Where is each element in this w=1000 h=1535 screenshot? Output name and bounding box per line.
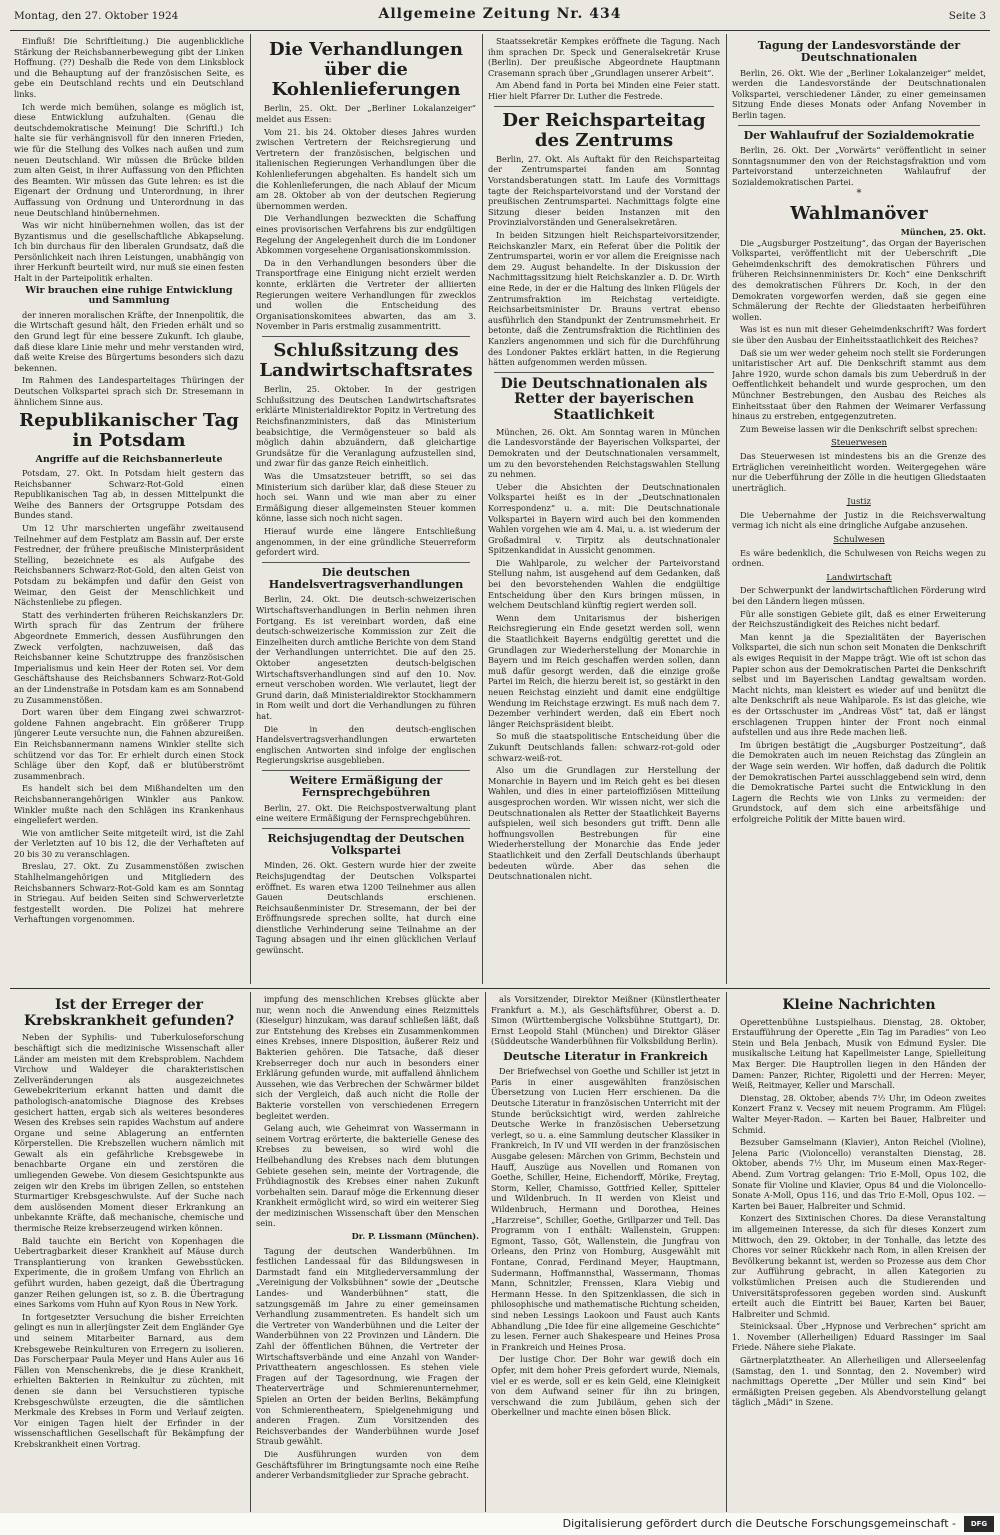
column-2 — [256, 36, 476, 984]
column-4 — [732, 36, 986, 984]
article-separator — [494, 106, 714, 107]
article-text: Einfluß! Die Schriftleitung.) Die augenblickliche Stärkung der Reichsbannerbewegung gibt der Linken Hoffnung. (??) Deshalb die Rede von dem Linksblock und die Behauptung auf der französischen Seite, es gebe ein Deutschland rechts und ein Deutschland links. — [14, 36, 244, 99]
article-separator — [262, 828, 470, 829]
article-text: Also um die Grundlagen zur Herstellung der Monarchie in Bayern und im Reich geht es bei diesen Wahlen, und dies in einer parteioffiziösen Mitteilung ausgesprochen worden. Wir wissen nicht, wer sich die Deutschnationalen als Retter der Staatlichkeit Bayerns aufspielen, weil sich besonders gut trifft. Denn alle hoffnungsvollen Bestrebungen für eine Wiederherstellung der Monarchie das Ende jeder Staatlichkeit und den Zerfall Deutschlands überhaupt bedeuten würde. Aber das sehen die Deutschnationalen nicht. — [488, 765, 720, 882]
headline-landwirtschaftsrat: Schlußsitzung des Landwirtschaftsrates — [259, 339, 473, 382]
headline-handelsvertrag: Die deutschen Handelsvertragsverhandlungen — [268, 565, 464, 592]
headline-kleine-nachrichten: Kleine Nachrichten — [782, 997, 936, 1013]
article-text: In fortgesetzter Versuchung die bisher Erreichten gelingt es nun in allerjüngster Zeit dem Engländer Gye und seinem Mitarbeiter Barnard, aus dem Krebsgewebe Reinkulturen von Erregern zu isolieren. Das Forscherpaar Paula Meyer und Hans Auler aus 16 Fällen von Menschenkrebs, die je diese Krankheit, erhielten Bakterien in Reinkultur zu züchten, mit denen sie dann bei Versuchstieren typische Krebsgeschwülste erzeugten, die die sämtlichen Merkmale des Krebses in Form und Verlauf zeigten. Vor einigen Tagen hielt der Erfinder in der wissenschaftlichen Gesellschaft für Bekämpfung der Krebskrankheit einen Vortrag. — [14, 1311, 244, 1449]
section-divider — [10, 988, 990, 989]
newspaper-masthead: Allgemeine Zeitung Nr. 434 — [378, 6, 622, 22]
page-number: Seite 3 — [948, 10, 986, 22]
article-text: Gärtnerplatztheater. An Allerheiligen und Allerseelenfag (Samstag, den 1. und Sonntag, den 2. November) wird nachmittags Operette „Der Müller und sein Kind“ bei ermäßigten Preisen gegeben. Als Abendvorstellung gelangt täglich „Mädi“ in Szene. — [732, 1355, 986, 1408]
article-text: Steinicksaal. Über „Hypnose und Verbrechen“ spricht am 1. November (Allerheiligen) Eduard Rassinger im Saal Friede. Nähere siehe Plakate. — [732, 1321, 986, 1353]
article-text: Berlin, 26. Okt. Der „Vorwärts“ veröffentlicht in seiner Sonntagsnummer den von der Reichstagsfraktion und vom Parteivorstand unterzeichneten Wahlaufruf der Sozialdemokratischen Partei. — [732, 144, 986, 187]
article-text: Konzert des Sixtinischen Chores. Da diese Veranstaltung im allgemeinen Interesse, da sich für dieses Konzert zum Mittwoch, den 29. Oktober, in der Tonhalle, das letzte des Chores vor seiner Rückkehr nach Rom, in allen Kreisen der Bevölkerung bekannt ist, werden so Prozesse aus dem Chor zur Aufführung gebracht, in allen Kategorien zu volkstümlichen Preisen auch die Studierenden und Universitätsprofessoren gegeben worden sind. Auskunft erteilt auch die Eintritt bei Bauer, Karten bei Bauer, Halbreiter und Schmid. — [732, 1213, 986, 1319]
article-text: impfung des menschlichen Krebses glückte aber nur, wenn noch die Anwendung eines Reizmittels (Kieselgur) hinzukam, was darauf schließen läßt, daß zur Entstehung des Krebses ein Zusammenkommen eines Krebses, innere Disposition, äußerer Reiz und Bakterien gehören. Die Tatsache, daß dieser Krebserreger doch nur auch in besonders einer Erklärung gefunden wurde, mit auffallend ähnlichem Aussehen, wie das Verbrechen der Schwärmer bildet sich der Vergleich, daß auch nicht die Rolle der Bakterie vorstellen von verschiedenen Erregern begleitet werden. — [256, 994, 479, 1121]
header-date: Montag, den 27. Oktober 1924 — [14, 10, 179, 22]
article-text: Bezsuber Gamselmann (Klavier), Anton Reichel (Violine), Jelena Paric (Violoncello) veranstalten Dienstag, 28. Oktober, abends 7½ Uhr, im Museum einen Max-Reger-Abend. Zum Vortrag gelangen: Trio E-Moll, Opus 102, die Sonate für Violine und Klavier, Opus 84 und die Violoncello-Sonate A-Moll, Opus 116, und das Trio E-Moll, Opus 102. — Karten bei Bauer, Halbreiter und Schmid. — [732, 1137, 986, 1211]
dfg-logo: DFG — [964, 1516, 994, 1532]
digitization-footer — [0, 1513, 1000, 1535]
footer-text: Digitalisierung gefördert durch die Deutsche Forschungsgemeinschaft - — [562, 1517, 956, 1530]
article-text: Wenn dem Unitarismus der bisherigen Reichsregierung ein Ende gesetzt werden soll, wenn die Staatlichkeit Bayerns endgültig gerettet und die Grundlagen zur Wiederherstellung der Monarchie in Bayern und im Reich geschaffen werden sollen, dann muß dafür gesorgt werden, daß die einzige große Partei im Reich, die hierzu bereit ist, so gestärkt in den neuen Reichstag einzieht und damit eine endgültige Wendung im Reichstage erzwingt. Es muß nach dem 7. Dezember verhindert werden, daß ein Ebert noch länger Reichspräsident bleibt. — [488, 612, 720, 729]
article-text: Das Steuerwesen ist mindestens bis an die Grenze des Erträglichen vereinheitlicht worden. Weitergegehen wäre nur die Ueberführung der Zölle in die heutigen Gliedstaaten unerträglich. — [732, 450, 986, 493]
article-text: Im übrigen bestätigt die „Augsburger Postzeitung“, daß die Demokraten auch im neuen Reichstag das Zünglein an der Wage sein werden. Wir hoffen, daß dadurch die Politik der Demokratischen Partei ausschlaggebend sein wird, denn die Demokratische Partei sucht die Entwicklung in den Lagern die Rechts wie von Links zu vermeiden: der Grundstock, auf dem sich eine arbeitsfähige und erfolgreiche Politik der Mitte bauen wird. — [732, 739, 986, 824]
article-text: So muß die staatspolitische Entscheidung über die Zukunft Deutschlands fallen: schwarz-rot-gold oder schwarz-weiß-rot. — [488, 731, 720, 763]
article-text: Potsdam, 27. Okt. In Potsdam hielt gestern das Reichsbanner Schwarz-Rot-Gold einen Republikanischen Tag ab, in dessen Mittelpunkt die Weihe des Banners der Ortsgruppe Potsdam des Bundes stand. — [14, 468, 244, 521]
article-text: Der lustige Chor. Der Bohr war gewiß doch ein Opfer, mit dem hoher Preis gefordert wurde, Niemals, viel er es werde, soll er es kein Geld, eine Kleinigkeit von dem Aufwand seiner für ihn zu bringen, verschwand die zum Jubiläum, gehen sich der Oberkellner und machte einen bösen Blick. — [491, 1354, 720, 1418]
article-text: Berlin, 27. Okt. Die Reichspostverwaltung plant eine weitere Ermäßigung der Fernsprechgebühren. — [256, 802, 476, 824]
article-text: Berlin, 27. Okt. Als Auftakt für den Reichsparteitag der Zentrumspartei fanden am Sonntag Vorstandsberatungen statt. Im Laufe des Vormittags tagte der Reichsparteivorstand und der Vorstand der preußischen Zentrumspartei. Nachmittags folgte eine Sitzung dieser beiden Instanzen mit den Provinzialvorständen und Generalsekretären. — [488, 153, 720, 228]
column-7 — [491, 994, 720, 1510]
page-header — [14, 6, 986, 28]
article-separator — [262, 562, 470, 563]
article-text: Die in den deutsch-englischen Handelsvertragsverhandlungen erwarteten englischen Antworten sind infolge der englischen Regierungskrise ausgeblieben. — [256, 723, 476, 766]
article-separator — [262, 336, 470, 337]
article-text: Die Uebernahme der Justiz in die Reichsverwaltung vermag ich nicht als eine dringliche Aufgabe anzusehen. — [732, 509, 986, 531]
article-text: Der Schwerpunkt der landwirtschaftlichen Förderung wird bei den Ländern liegen müssen. — [732, 585, 986, 607]
article-text: Minden, 26. Okt. Gestern wurde hier der zweite Reichsjugendtag der Deutschen Volkspartei eröffnet. Es waren etwa 1200 Teilnehmer aus allen Gauen Deutschlands erschienen. Reichsaußenminister Dr. Stresemann, der bei der Eröffnungsrede sprechen sollte, hat durch eine dienstliche Verhinderung seine Teilnahme an der Tagung absagen und ihr einen glücklichen Verlauf gewünscht. — [256, 860, 476, 956]
headline-krebskrankheit: Ist der Erreger der Krebskrankheit gefunden? — [23, 997, 235, 1029]
headline-deutsche-literatur: Deutsche Literatur in Frankreich — [503, 1049, 708, 1063]
headline-deutschnationalen: Die Deutschnationalen als Retter der bayerischen Staatlichkeit — [500, 375, 708, 424]
article-text: Ueber die Absichten der Deutschnationalen Volkspartei heißt es in der „Deutschnationalen Korrespondenz“ u. a. mit: Die Deutschnationale Volkspartei in Bayern wird auch bei den kommenden Wahlen vorgehen wie am 4. Mai, u. a. ist wiederum der Großadmiral v. Tirpitz als deutschnationaler Spitzenkandidat in Aussicht genommen. — [488, 481, 720, 556]
article-text: Um 12 Uhr marschierten ungefähr zweitausend Teilnehmer auf dem Festplatz am Bassin auf. Der erste Festredner, der frühere preußische Ministerpräsident Stelling, bezeichnete es als Aufgabe des Reichsbanners Schwarz-Rot-Gold, den alten Geist von Potsdam zu bekämpfen und dafür den Geist von Weimar, den Geist der Menschlichkeit und Nächstenliebe zu pflegen. — [14, 523, 244, 608]
subheading: Wir brauchen eine ruhige Entwicklung und Sammlung — [25, 284, 233, 307]
column-rule — [726, 992, 727, 1512]
column-rule — [482, 34, 483, 984]
article-text: München, 26. Okt. Am Sonntag waren in München die Landesvorstände der Bayerischen Volkspartei, der Demokraten und der Deutschnationalen versammelt, um zu den bevorstehenden Reichstagswahlen Stellung zu nehmen. — [488, 426, 720, 480]
article-text: Es handelt sich bei dem Mißhandelten um den Reichsbannerangehörigen Winkler aus Pankow. Winkler mußte nach den Schlägen ins Krankenhaus eingeliefert werden. — [14, 783, 244, 826]
article-text: Ich werde mich bemühen, solange es möglich ist, diese Entwicklung aufzuhalten. (Genau die deutschdemokratische Meinung! Die Schriftl.) Ich halte sie für verhängnisvoll für den inneren Frieden, wie für die Stellung des Volkes nach außen und zum neuen Deutschland. Wir müssen die Brücke bilden zum alten Geist, in ihrer Auffassung von den Pflichten des Beamten. Wir müssen das Gute lehren: es ist die Eigenart der Ordnung und Unterordnung, in ihrer Auffassung von Ordnung und Unterordnung in das neue Deutschland hinübernehmen. — [14, 101, 244, 218]
article-text: Neben der Syphilis- und Tuberkuloseforschung beschäftigt sich die medizinische Wissenschaft aller Länder am meisten mit dem Krebsproblem. Nachdem Virchow und Waldeyer die charakteristischen Zellveränderungen als ausgezeichnetes Gewebekriterium erkannt hatten und damit die pathologisch-anatomische Diagnose des Krebses gesichert hatten, ergab sich als weiteres besonderes Wesen des Krebses sein rapides Wachstum auf andere Organe und seine Ablagerung an entfernten Körperstellen. Die Krebszellen wuchern nämlich mit Gewalt als ein gefährliche Krebsgewebe in benachbarte Organe ein und zerstören die umliegenden Gewebe. Von diesem Gesichtspunkte aus zeigen wir den Krebs im übrigen Zellen, so entstehen Sturmartiger Krebsgeschwulste. Auf der Suche nach dem auslösenden Moment dieser Erkrankung an unbekannte Kräfte, daß mechanische, chemische und thermische Reize krebserzeugend wirken können. — [14, 1032, 244, 1234]
section-label: Schulwesen — [833, 535, 885, 546]
article-text: Was ist es nun mit dieser Geheimdenkschrift? Was fordert sie über den Ausbau der Einheitsstaatlichkeit des Reiches? — [732, 324, 986, 345]
article-text: Hierauf wurde eine längere Entschließung angenommen, in der eine gründliche Steuerreform gefordert wird. — [256, 525, 476, 558]
dateline: München, 25. Okt. — [900, 227, 986, 238]
headline-republikanischer-tag: Republikanischer Tag in Potsdam — [19, 410, 239, 452]
section-label: Justiz — [847, 497, 871, 508]
headline-reichsjugendtag: Reichsjugendtag der Deutschen Volkspartei — [267, 831, 465, 857]
article-text: Zum Beweise lassen wir die Denkschrift selbst sprechen: — [740, 423, 978, 434]
article-text: Berlin, 25. Okt. Der „Berliner Lokalanzeiger“ meldet aus Essen: — [256, 103, 476, 125]
headline-wahlmanoever: Wahlmanöver — [790, 202, 928, 224]
subheading: Angriffe auf die Reichsbannerleute — [35, 453, 223, 465]
column-3 — [488, 36, 720, 984]
article-separator — [738, 125, 980, 126]
article-text: der inneren moralischen Kräfte, der Innenpolitik, die die Wirtschaft gesund hält, den Frieden erhält und so den Grund legt für eine bessere Zukunft. Ich glaube, daß diese klare Linie mehr und mehr verstanden wird, daß weite Kreise des Bürgertums besonders sich dazu bekennen. — [14, 309, 244, 373]
column-1 — [14, 36, 244, 984]
article-text: als Vorsitzender, Direktor Meißner (Künstlertheater Frankfurt a. M.), als Geschäftsführer, Oberst a. D. Simon (Württembergische Volksbühne Stuttgart), Dr. Ernst Leopold Stahl (München) und Direktor Gläser (Süddeutsche Wanderbühnen für Volksbildung Berlin). — [491, 994, 720, 1047]
article-text: Die Wahlparole, zu welcher der Parteivorstand Stellung nahm, ist ausgehend auf dem Gedanken, daß bei den bevorstehenden Wahlen die endgültige Entscheidung über den Kurs bringen müssen, in welchem Deutschland künftig regiert werden soll. — [488, 557, 720, 611]
article-text: Man kennt ja die Spezialitäten der Bayerischen Volkspartei, die sich nun schon seit Monaten die Denkschrift als ewiges Requisit in der Mappe trägt. Wie oft ist schon das Papier schon aus der Demokratischen Partei die Denkschrift selbst und im Bayerischen Landtag gewaltsam worden. Macht nichts, man kleistert es wieder auf und benützt die alte Denkschrift als neue Wahlparole. Es ist das gleiche, wie es der Ortsschuster im „Andreas Vöst“ tat, daß er längst erschlagenen Truppen hinter der Front noch einmal aufstellen und aus ihre Rede machen ließ. — [732, 631, 986, 738]
article-text: In beiden Sitzungen hielt Reichsparteivorsitzender, Reichskanzler Marx, ein Referat über die Politik der Zentrumspartei, worin er vor allem die Ereignisse nach dem 29. August behandelte. In der Diskussion der Nachmittagssitzung hielt Reichskanzler a. D. Dr. Wirth eine Rede, in der er die Haltung des linken Flügels der Zentrumsfraktion im Reichstag verteidigte. Reichsarbeitsminister Dr. Brauns vertrat ebenso ausführlich den Standpunkt der Zentrumsmehrheit. Er betonte, daß die Zentrumsfraktion die Richtlinien des Kanzlers angenommen und sich für die Durchführung des Londoner Paktes erklärt hatten, in die Regierung hätten aufgenommen werden müssen. — [488, 230, 720, 368]
section-label: Landwirtschaft — [826, 572, 892, 583]
article-text: Was die Umsatzsteuer betrifft, so sei das Ministerium sich darüber klar, daß diese Steuer zu hoch sei. Wann und wie man aber zu einer Ermäßigung dieser allgemeinsten Steuer kommen könne, lasse sich noch nicht sagen. — [256, 471, 476, 524]
article-text: Es wäre bedenklich, die Schulwesen von Reichs wegen zu ordnen. — [732, 547, 986, 569]
article-text: Breslau, 27. Okt. Zu Zusammenstößen zwischen Stahlhelmangehörigen und Mitgliedern des Reichsbanners Schwarz-Rot-Gold kam es am Sonntag in Striegau. Auf beiden Seiten sind Schwerverletzte festgestellt worden. Die Polizei hat mehrere Verhaftungen vorgenommen. — [14, 861, 244, 925]
article-text: Die Ausführungen wurden von dem Geschäftsführer im Bringtungsamte noch eine Reihe anderer Verbandsmitglieder zur Sprache gebracht. — [256, 1448, 479, 1481]
article-text: Operettenbühne Lustspielhaus. Dienstag, 28. Oktober, Erstaufführung der Operette „Ein Tag im Paradies“ von Leo Stein und Bela Jenbach, Musik von Edmund Eysler. Die musikalische Leitung hat Kapellmeister Lange, Spielleitung Max Berger. Die Hauptrollen liegen in den Händen der Damen: Panzer, Richter, Rigoletti und der Herren: Meyer, Weiß, Reitmayer, Keller und Marschall. — [732, 1016, 986, 1091]
headline-reichsparteitag: Der Reichsparteitag des Zentrums — [502, 109, 706, 151]
article-text: Für alle sonstigen Gebiete gilt, daß es einer Erweiterung der Reichszuständigkeit des Reiches nicht bedarf. — [732, 608, 986, 630]
article-text: Gelang auch, wie Geheimrat von Wassermann in seinem Vortrag erörterte, die bakterielle Genese des Krebses zu beweisen, so wird wohl die Heilbehandlung des Krebses nach dem blutungen Gebiete gesehen sein, meinte der Vortragende, die Frühdiagnostik des Krebses einer nahen Zukunft vorbehalten sein. Darauf möge die Erkennung dieser Krankheit ermöglicht wird, so wird ein weiterer Sieg der medizinischen Wissenschaft über den Menschen sein. — [256, 1123, 479, 1229]
article-text: Dienstag, 28. Oktober, abends 7½ Uhr, im Odeon zweites Konzert Franz v. Vecsey mit neuem Programm. Am Flügel: Walter Meyer-Radon. — Karten bei Bauer, Halbreiter und Schmid. — [732, 1092, 986, 1135]
column-rule — [485, 992, 486, 1512]
article-text: Statt des verhinderten früheren Reichskanzlers Dr. Wirth sprach für das Zentrum der frühere Abgeordnete Emmerich, dessen Ausführungen den Zweck verfolgten, nachzuweisen, daß das Reichsbanner keine Schutztruppe des französischen Imperialismus und kein Heer der Roten sei. Vor dem Geschäftshause des Reichsbanners Schwarz-Rot-Gold an der Lindenstraße in Potsdam kam es am Sonnabend zu Zusammenstößen. — [14, 609, 244, 705]
article-text: Die Verhandlungen bezweckten die Schaffung eines provisorischen Verfahrens bis zur endgültigen Regelung der Angelegenheit durch die im Londoner Abkommen vorgesehene Organisationskommission. — [256, 213, 476, 256]
article-text: Da in den Verhandlungen besonders über die Transportfrage eine Einigung nicht erzielt werden konnte, erklärten die Vertreter der alliierten Regierungen weitere Verhandlungen für zwecklos und wollen die Entscheidung des Organisationskomitees abwarten, das am 3. November in Paris erstmalig zusammentritt. — [256, 257, 476, 332]
header-rule — [10, 30, 990, 31]
article-text: Berlin, 24. Okt. Die deutsch-schweizerischen Wirtschaftsverhandlungen in Berlin nehmen ihren Fortgang. Es ist vereinbart worden, daß eine deutsch-schweizerische Kommission zur Zeit die Einzelheiten durch amtliche Berichte von dem Stand der Verhandlungen unterrichtet. Die auf den 25. Oktober angesetzten deutsch-belgischen Wirtschaftsverhandlungen sind auf den 10. Nov. erneut verschoben worden. Wie verlautet, liegt der Grund darin, daß Ministerialdirektor Stockhammern in Rom weilt und dort die Verhandlungen zu führen hat. — [256, 594, 476, 721]
article-text: Die „Augsburger Postzeitung“, das Organ der Bayerischen Volkspartei, veröffentlicht mit der Ueberschrift „Die Geheimdenkschrift des demokratischen Führers und früheren Reichsinnenministers Dr. Koch“ eine Denkschrift des demokratischen Führers Dr. Koch, in der den Demokraten vorgeworfen werden, daß sie gegen eine Schmälerung der Rechte der Gliedstaaten herbeiführen wollen. — [732, 237, 986, 322]
column-rule — [250, 992, 251, 1512]
article-text: Im Rahmen des Landesparteitages Thüringen der Deutschen Volkspartei sprach sich Dr. Stresemann in ähnlichem Sinne aus. — [14, 375, 244, 407]
article-text: Bald tauchte ein Bericht von Kopenhagen die Uebertragbarkeit dieser Krankheit auf Mäuse durch Transplantierung von kranken Gewebsstücken. Experimente, die in großem Umfang von Ehrlich an geführt wurden, haben gezeigt, daß die Übertragung ganzer Reihen gelungen ist, so z. B. die Übertragung eines Sarkoms vom Huhn auf Kyon Rous in New York. — [14, 1235, 244, 1310]
article-text: Tagung der deutschen Wanderbühnen. Im festlichen Landessaal für das Bildungswesen in Darmstadt fand ein Mitgliederversammlung der „Vereinigung der Volksbühnen“ sowie der „Deutsche Landes- und Wanderbühnen“ statt, die satzungsgemäß im Jahre zu einer gemeinsamen Verhandlung zusammentreten. Es handelt sich um die Vertreter von Wanderbühnen und die Leiter der Wanderbühnen von 22 Provinzen und Ländern. Die Zahl der öffentlichen Bühnen, die Vertreter der Wirtschaftsverbände und eine Anzahl von Wander-Privattheatern angeschlossen. Es stehen viele Fragen auf der Tagesordnung, wie Fragen der Theaterverträge und Schmierenunternehmer, Spielen an Orten der beiden Berlins, Bekämpfung von Schmierentheatern, Spielgenehmigung und anderen Fragen. Zum Vorsitzenden des Reichsverbandes der Wanderbühnen wurde Josef Straub gewählt. — [256, 1245, 479, 1447]
column-rule — [726, 34, 727, 984]
article-text: Der Briefwechsel von Goethe und Schiller ist jetzt in Paris in einer ausgewählten französischen Übersetzung von Lucien Herr erschienen. Da die Deutsche Literatur in französischen Unterricht mit der Stunde berücksichtigt wird, werden zahlreiche Deutsche Werke in französischen Uebersetzung verlegt, so u. a. eine Sammlung deutscher Klassiker in Frankreich, In IV und VII werden in der französischen Ausgabe gelesen: Märchen von Grimm, Bechstein und Hauff, Auszüge aus Novellen und Romanen von Goethe, Schiller, Heine, Eichendorff, Mörike, Freytag, Storm, Keller, Chamisso, Gottfried Keller, Spitteler und Wildenbruch. In II werden von Kleist und Wildenbruch, Hermann und Dorothea, Heines „Harzreise“, Schiller, Goethe, Grillparzer und Tell. Das Programm von I enthält: Wallenstein, Gruppen: Egmont, Tasso, Göt, Wallenstein, die Jungfrau von Orleans, den Prinz von Homburg, Ausgewählt mit Fontane, Conrad, Ferdinand Meyer, Hauptmann, Sudermann, Hoffmannsthal, Wassermann, Thomas Mann, Schnitzler, Frenssen, Klara Viebig und Hermann Hesse. In den Spitzenklassen, die sich in philosophische und mathematische Richtung scheiden, sind neben Lessings Laokoon und Faust auch Kants Abhandlung „Die Idee für eine allgemeine Geschichte“ zu lesen. Ferner auch Shakespeare und Heines Prosa in Frankreich und Heines Prosa. — [491, 1066, 720, 1352]
headline-fernsprechgebuehren: Weitere Ermäßigung der Fernsprechgebühren — [289, 773, 443, 800]
article-text: Berlin, 26. Okt. Wie der „Berliner Lokalanzeiger“ meldet, werden die Landesvorstände der Deutschnationalen Volkspartei, verschiedener Länder, zu einer gemeinsamen Sitzung Ende dieses Monats oder Anfang November in Berlin tagen. — [732, 67, 986, 120]
article-text: Berlin, 25. Oktober. In der gestrigen Schlußsitzung des Deutschen Landwirtschaftsrates erklärte Ministerialdirektor Popitz in Vertretung des Reichsfinanzministers, daß das Ministerium beabsichtige, die Vermögensteuer so bald als möglich dahin abzuändern, daß gleichartige Grundsätze für die Veranlagung aufzustellen sind, und zwar für das ganze Reich einheitlich. — [256, 384, 476, 469]
headline-landesvorstaende: Tagung der Landesvorstände der Deutschnationalen — [757, 39, 961, 65]
article-text: Daß sie um wer weder geheim noch stellt sie Forderungen unitaristischer Art auf. Die Denkschrift stammt aus dem Jahre 1920, wurde schon damals bis zum Ueberdruß in der Oeffentlichkeit behandelt und wurde gesprochen, um den Münchner Bestrebungen, den Ausbau des Reiches als Einheitsstaat über den Rahmen der Weimarer Verfassung hinaus zu erstreben, entgegenzutreten. — [732, 347, 986, 422]
article-text: Staatssekretär Kempkes eröffnete die Tagung. Nach ihm sprachen Dr. Speck und Generalsekretär Kruse (Berlin). Der preußische Abgeordnete Hauptmann Crasemann sprach über „Grundlagen unserer Arbeit“. — [488, 36, 720, 78]
article-author: Dr. P. Lissmann (München). — [351, 1231, 479, 1242]
column-rule — [250, 34, 251, 984]
article-text: Dort waren über dem Eingang zwei schwarzrot-goldene Fahnen angebracht. Ein größerer Trupp jüngerer Leute versuchte nun, die Fahnen abzureißen. Ein Reichsbannermann namens Winkler stellte sich schützend vor das Tor. Er erhielt durch einen Stock Schläge über den Kopf, daß er blutüberströmt zusammenbrach. — [14, 707, 244, 781]
column-6 — [256, 994, 479, 1510]
article-separator — [262, 770, 470, 771]
star-ornament: * — [856, 188, 862, 200]
column-5 — [14, 994, 244, 1510]
headline-kohlenlieferungen: Die Verhandlungen über die Kohlenlieferungen — [269, 39, 463, 101]
article-text: Was wir nicht hinübernehmen wollen, das ist der Byzantismus und die gesellschaftliche Abkapselung. Ich bin durchaus für den liberalen Grundsatz, daß die Persönlichkeit nach ihren Leistungen, unabhängig von ihrer Herkunft beurteilt wird, nur muß sie einen festen Halt in der Parteipolitik erhalten. — [14, 220, 244, 284]
headline-wahlaufruf: Der Wahlaufruf der Sozialdemokratie — [743, 128, 975, 142]
section-label: Steuerwesen — [830, 438, 887, 449]
column-8 — [732, 994, 986, 1510]
article-text: Am Abend fand in Porta bei Minden eine Feier statt. Hier hielt Pfarrer Dr. Luther die Festrede. — [488, 80, 720, 101]
article-text: Wie von amtlicher Seite mitgeteilt wird, ist die Zahl der Verletzten auf 10 bis 12, die der Verhafteten auf 20 bis 30 zu veranschlagen. — [14, 827, 244, 859]
article-text: Vom 21. bis 24. Oktober dieses Jahres wurden zwischen Vertretern der Reichsregierung und Vertretern der französischen, belgischen und italienischen Regierungen Verhandlungen über die Kohlenlieferungen abgehalten. Es handelt sich um die Kohlenlieferungen, die nach Ablauf der Micum am 28. Oktober ab von der deutschen Regierung übernommen werden. — [256, 126, 476, 211]
article-separator — [494, 372, 714, 373]
